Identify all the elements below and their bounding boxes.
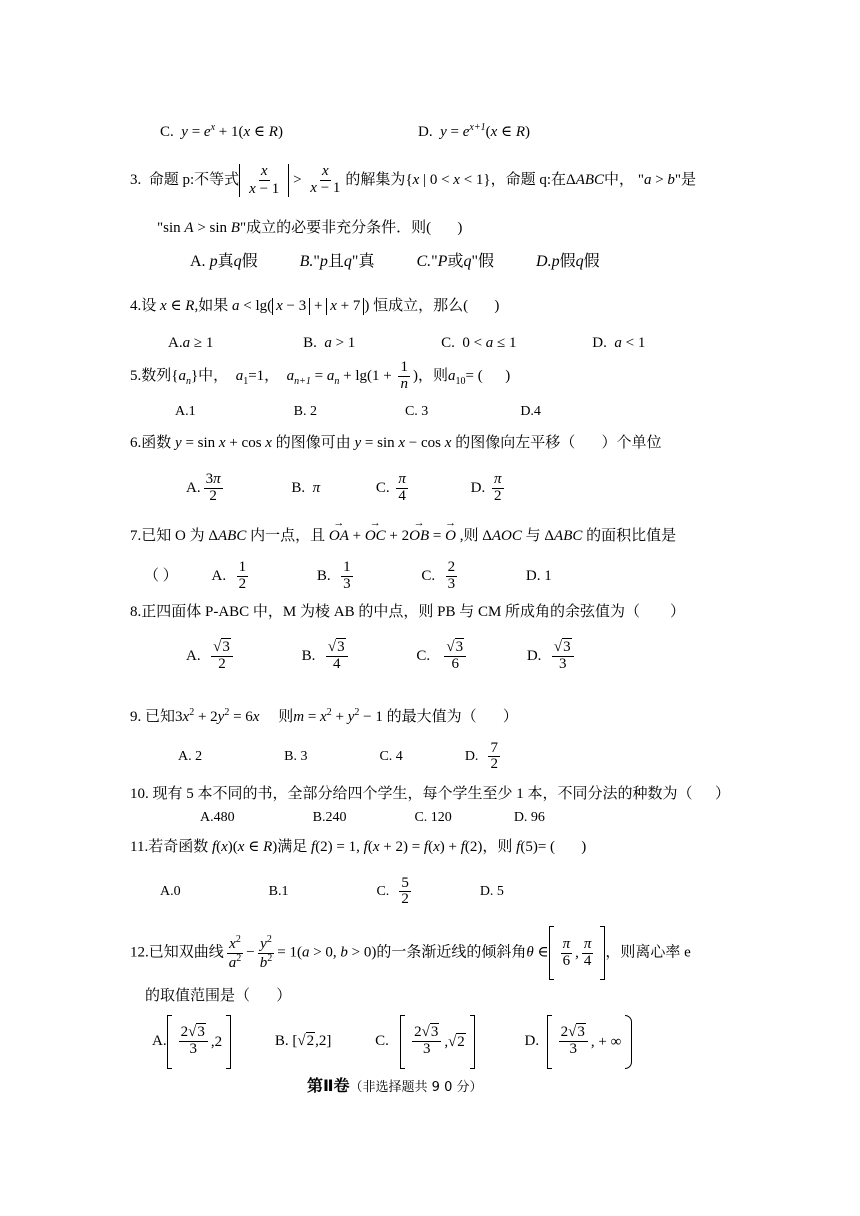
section-note: （非选择题共 9 0 分） — [349, 1080, 483, 1095]
q3-stem-line2: "sin A > sin B"成立的必要非充分条件．则( ) — [157, 220, 463, 236]
q6-options: A. $\frac{3\pi}{2}$ B. π C. $\frac{\pi}{4}$ D. $\frac{\pi}{2}$ — [186, 471, 502, 505]
q3-stem-line1: 3. 命题 p:不等式 $\frac{x}{x - 1}$ > $\frac{x}{x - 1}$ 的解集为{x | 0 < x < 1}，命题 q:在ΔABC中， "a > b"是 — [130, 162, 697, 197]
q2-option-d: D. $y = e^{x+1}(x$ ∈ R) — [418, 122, 531, 140]
q8-options: A. $\frac{√3}{2}$ B. $\frac{√3}{4}$ C. $\frac{√3}{6}$ D. $\frac{√3}{3}$ — [186, 636, 577, 676]
q5-stem: 5.数列$\{a_n\}$中， $a_1=1$， $a_{n+1} = a_n + \lg(1$ + $\frac{1}{n}$ )，则$a_{10}=$ ( ) — [130, 359, 511, 393]
section-title: 第Ⅱ卷（非选择题共 9 0 分） — [307, 1076, 483, 1095]
q6-stem: 6.函数 y = sin x + cos x 的图像可由 y = sin x − cos x 的图像向左平移（ ）个单位 — [130, 435, 662, 451]
q12-options: A. 2√3 3 ,2 B. [√2,2] C. 2√3 3 , √2 D. 2√3 3 , + ∞ — [152, 1014, 632, 1069]
q10-stem: 10. 现有 5 本不同的书，全部分给四个学生，每个学生至少 1 本，不同分法的种数为（ ） — [130, 786, 731, 802]
q4-options: A.a ≥ 1 B. a > 1 C. 0 < a ≤ 1 D. a < 1 — [168, 335, 646, 351]
q7-options: （ ） A. $\frac{1}{2}$ B. $\frac{1}{3}$ C. $\frac{2}{3}$ D. 1 — [144, 559, 552, 593]
q12-stem-line2: 的取值范围是（ ） — [145, 988, 292, 1004]
q11-stem: 11.若奇函数 f(x)(x ∈ R)满足 f(2) = 1, f(x + 2) = f(x) + f(2)，则 f(5)= ( ) — [130, 839, 587, 855]
q7-stem: 7.已知 O 为 ΔABC 内一点，且 → OA + → OC + 2→ OB = → O ,则 ΔAOC 与 ΔABC 的面积比值是 — [130, 526, 676, 546]
q9-options: A. 2 B. 3 C. 4 D. $\frac{7}{2}$ — [178, 739, 498, 773]
q10-options: A.480 B.240 C. 120 D. 96 — [200, 810, 545, 825]
q8-stem: 8.正四面体 P-ABC 中，M 为棱 AB 的中点，则 PB 与 CM 所成角的余弦值为（ ） — [130, 604, 686, 620]
q9-stem: 9. 已知$3x^2 + 2y^2 = 6x$ 则$m = x^2 + y^2 - 1$ 的最大值为（ ） — [130, 707, 518, 725]
q11-options: A.0 B.1 C. $\frac{5}{2}$ D. 5 — [160, 874, 504, 908]
q12-stem: 12.已知双曲线 $\frac{x^2}{a^2}$ − $\frac{y^2}{b^2}$ = 1(a > 0, b > 0)的一条渐近线的倾斜角θ ∈ π 6 , π 4 ，则离心率 e — [130, 926, 691, 980]
q3-options: A. p真q假 B."p且q"真 C."P或q"假 D.p假q假 — [190, 253, 600, 270]
q2-option-c: C. $y = e^x + 1(x$ ∈ R) — [160, 122, 283, 140]
q4-stem: 4.设 x ∈ R,如果 a < lg( x − 3 + x + 7 ) 恒成立，那么( ) — [130, 298, 500, 314]
q5-options: A.1 B. 2 C. 3 D.4 — [175, 404, 541, 419]
